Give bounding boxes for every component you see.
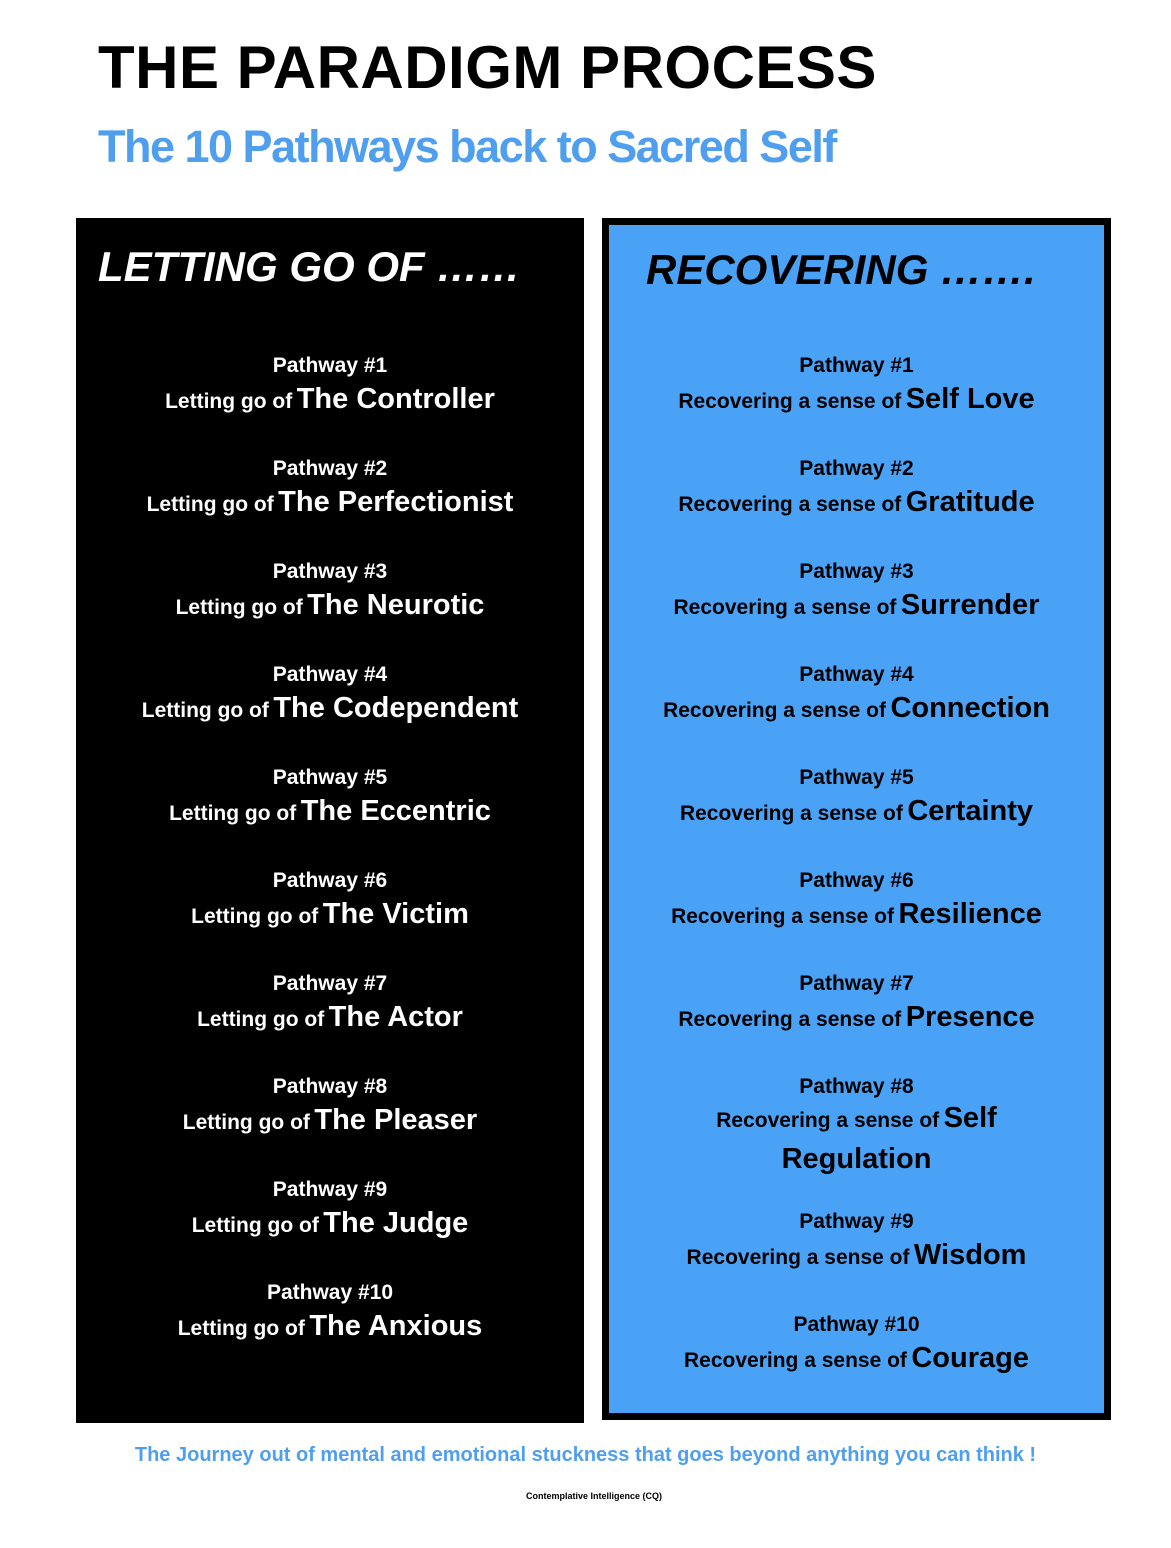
list-item bbox=[609, 764, 1104, 836]
list-item bbox=[76, 867, 584, 939]
pathway-name: The Actor bbox=[328, 1001, 463, 1033]
pathway-prefix: Recovering a sense of bbox=[686, 1246, 910, 1269]
pathway-prefix: Recovering a sense of bbox=[679, 802, 903, 825]
pathway-number: Pathway #6 bbox=[799, 869, 914, 892]
pathway-prefix: Recovering a sense of bbox=[678, 390, 902, 413]
pathway-number: Pathway #3 bbox=[799, 560, 914, 583]
list-item bbox=[609, 455, 1104, 527]
pathway-prefix: Recovering a sense of bbox=[678, 493, 902, 516]
page-title: THE PARADIGM PROCESS bbox=[98, 34, 877, 101]
pathway-prefix: Letting go of bbox=[165, 390, 293, 413]
pathway-name: Certainty bbox=[907, 795, 1034, 827]
pathway-number: Pathway #9 bbox=[272, 1178, 388, 1201]
pathway-number: Pathway #5 bbox=[799, 766, 914, 789]
letting-go-heading: LETTING GO OF …… bbox=[98, 243, 521, 290]
list-item bbox=[609, 558, 1104, 630]
pathway-name: The Pleaser bbox=[314, 1104, 478, 1136]
pathway-number: Pathway #4 bbox=[272, 663, 388, 686]
list-item bbox=[609, 352, 1104, 424]
recovering-heading: RECOVERING ……. bbox=[646, 246, 1036, 293]
pathway-name-continued: Regulation bbox=[781, 1143, 932, 1175]
list-item bbox=[609, 1073, 1104, 1177]
pathway-number: Pathway #7 bbox=[799, 972, 914, 995]
pathway-name: The Perfectionist bbox=[278, 486, 514, 518]
pathway-prefix: Letting go of bbox=[146, 493, 274, 516]
pathway-number: Pathway #6 bbox=[272, 869, 388, 892]
pathway-name: The Codependent bbox=[273, 692, 519, 724]
letting-go-list bbox=[76, 352, 584, 1382]
pathway-name: The Victim bbox=[322, 898, 469, 930]
pathway-name: Surrender bbox=[900, 589, 1040, 621]
pathway-name: Courage bbox=[911, 1342, 1029, 1374]
pathway-name: The Eccentric bbox=[300, 795, 491, 827]
footer-tagline: The Journey out of mental and emotional stuckness that goes beyond anything you can think ! bbox=[134, 1444, 1037, 1466]
list-item bbox=[609, 867, 1104, 939]
pathway-prefix: Letting go of bbox=[141, 699, 269, 722]
list-item bbox=[609, 1208, 1104, 1280]
pathway-number: Pathway #2 bbox=[272, 457, 388, 480]
list-item bbox=[76, 661, 584, 733]
pathway-name: Self bbox=[943, 1102, 997, 1134]
pathway-prefix: Letting go of bbox=[177, 1317, 305, 1340]
pathway-name: Presence bbox=[905, 1001, 1035, 1033]
pathway-prefix: Recovering a sense of bbox=[716, 1109, 940, 1132]
pathway-name: The Neurotic bbox=[307, 589, 485, 621]
list-item bbox=[76, 1279, 584, 1351]
list-item bbox=[609, 970, 1104, 1042]
list-item bbox=[76, 764, 584, 836]
pathway-number: Pathway #2 bbox=[799, 457, 914, 480]
pathway-name: Self Love bbox=[905, 383, 1035, 415]
list-item bbox=[609, 1311, 1104, 1383]
list-item bbox=[76, 1176, 584, 1248]
list-item bbox=[76, 558, 584, 630]
list-item bbox=[609, 661, 1104, 733]
footer-credit: Contemplative Intelligence (CQ) bbox=[525, 1491, 663, 1501]
page-subtitle: The 10 Pathways back to Sacred Self bbox=[98, 121, 836, 172]
pathway-name: Gratitude bbox=[905, 486, 1035, 518]
list-item bbox=[76, 455, 584, 527]
pathway-prefix: Recovering a sense of bbox=[671, 905, 894, 928]
pathway-number: Pathway #1 bbox=[272, 354, 388, 377]
pathway-prefix: Letting go of bbox=[169, 802, 297, 825]
list-item bbox=[76, 352, 584, 424]
pathway-number: Pathway #8 bbox=[272, 1075, 388, 1098]
pathway-number: Pathway #8 bbox=[799, 1075, 914, 1098]
pathway-prefix: Letting go of bbox=[191, 1214, 319, 1237]
pathway-prefix: Recovering a sense of bbox=[683, 1349, 907, 1372]
pathway-name: Resilience bbox=[898, 898, 1042, 930]
pathway-prefix: Letting go of bbox=[175, 596, 303, 619]
pathway-name: The Anxious bbox=[309, 1310, 483, 1342]
pathway-prefix: Recovering a sense of bbox=[678, 1008, 902, 1031]
list-item bbox=[76, 970, 584, 1042]
pathway-number: Pathway #9 bbox=[799, 1210, 914, 1233]
pathway-prefix: Recovering a sense of bbox=[663, 699, 886, 722]
pathway-prefix: Letting go of bbox=[182, 1111, 310, 1134]
pathway-number: Pathway #1 bbox=[799, 354, 914, 377]
recovering-list bbox=[609, 352, 1104, 1414]
pathway-prefix: Letting go of bbox=[191, 905, 319, 928]
list-item bbox=[76, 1073, 584, 1145]
pathway-prefix: Letting go of bbox=[197, 1008, 325, 1031]
letting-go-panel bbox=[76, 218, 584, 1423]
pathway-prefix: Recovering a sense of bbox=[673, 596, 897, 619]
pathway-name: The Judge bbox=[323, 1207, 469, 1239]
pathway-name: Connection bbox=[890, 692, 1050, 724]
pathway-number: Pathway #4 bbox=[799, 663, 914, 686]
pathway-number: Pathway #5 bbox=[272, 766, 388, 789]
pathway-name: Wisdom bbox=[913, 1239, 1027, 1271]
recovering-panel bbox=[602, 218, 1111, 1420]
pathway-number: Pathway #3 bbox=[272, 560, 388, 583]
pathway-number: Pathway #10 bbox=[266, 1281, 394, 1304]
pathway-number: Pathway #7 bbox=[272, 972, 388, 995]
pathway-number: Pathway #10 bbox=[793, 1313, 920, 1336]
pathway-name: The Controller bbox=[296, 383, 495, 415]
